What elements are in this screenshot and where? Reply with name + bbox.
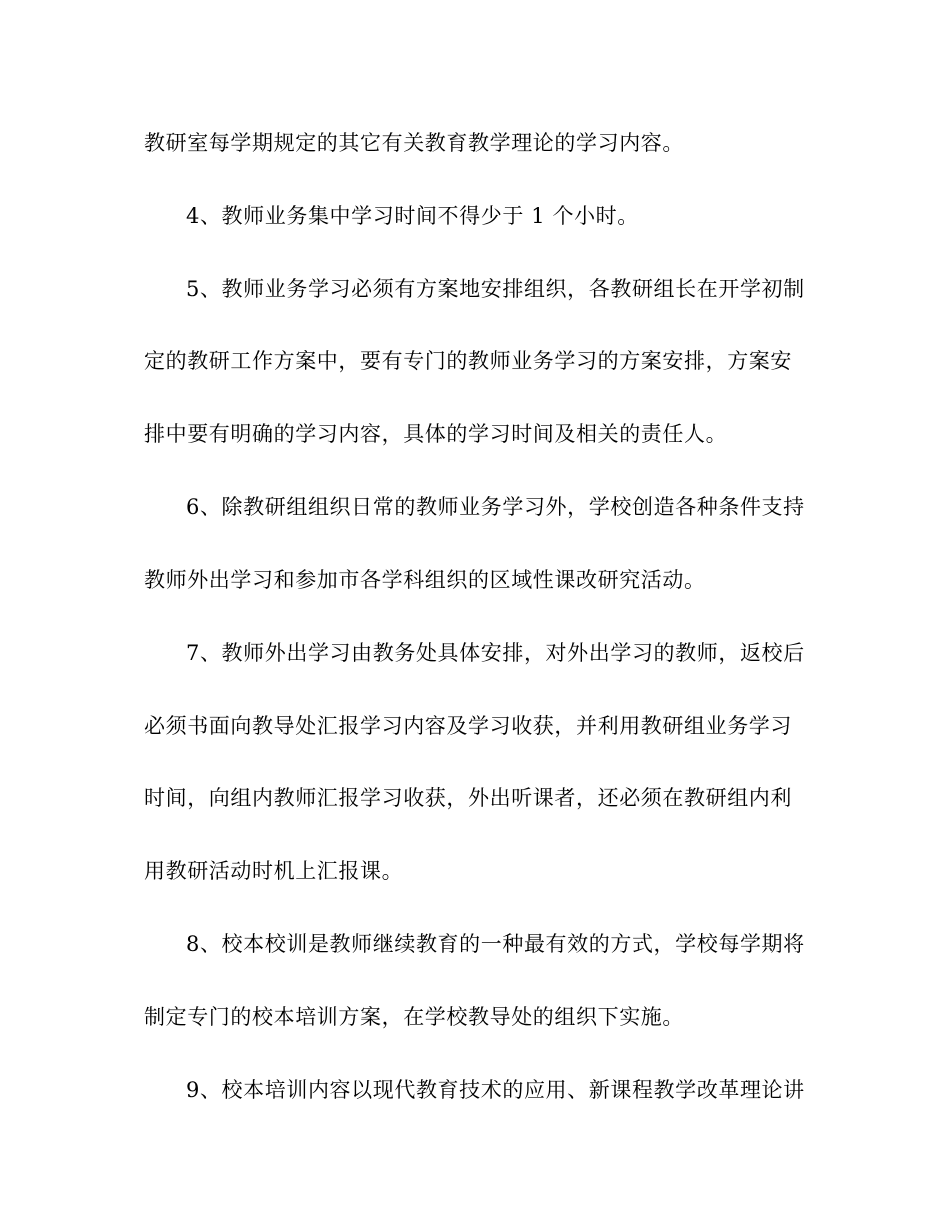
text-line-5: 排中要有明确的学习内容，具体的学习时间及相关的责任人。 xyxy=(144,422,728,446)
text-line-13: 制定专门的校本培训方案，在学校教导处的组织下实施。 xyxy=(144,1005,684,1029)
text-line-3: 5、教师业务学习必须有方案地安排组织，各教研组长在开学初制 xyxy=(186,277,805,301)
text-line-1: 教研室每学期规定的其它有关教育教学理论的学习内容。 xyxy=(144,131,684,155)
text-line-12: 8、校本校训是教师继续教育的一种最有效的方式，学校每学期将 xyxy=(186,932,805,956)
text-line-7: 教师外出学习和参加市各学科组织的区域性课改研究活动。 xyxy=(144,568,706,592)
text-line-6: 6、除教研组组织日常的教师业务学习外，学校创造各种条件支持 xyxy=(186,495,805,519)
text-line-11: 用教研活动时机上汇报课。 xyxy=(144,859,404,883)
text-line-8: 7、教师外出学习由教务处具体安排，对外出学习的教师，返校后 xyxy=(186,641,805,665)
text-line-10: 时间，向组内教师汇报学习收获，外出听课者，还必须在教研组内利 xyxy=(144,786,792,810)
text-line-4: 定的教研工作方案中，要有专门的教师业务学习的方案安排，方案安 xyxy=(144,349,792,373)
text-line-9: 必须书面向教导处汇报学习内容及学习收获，并利用教研组业务学习 xyxy=(144,714,792,738)
text-line-2: 4、教师业务集中学习时间不得少于 1 个小时。 xyxy=(186,204,639,228)
text-line-14: 9、校本培训内容以现代教育技术的应用、新课程教学改革理论讲 xyxy=(186,1078,805,1102)
